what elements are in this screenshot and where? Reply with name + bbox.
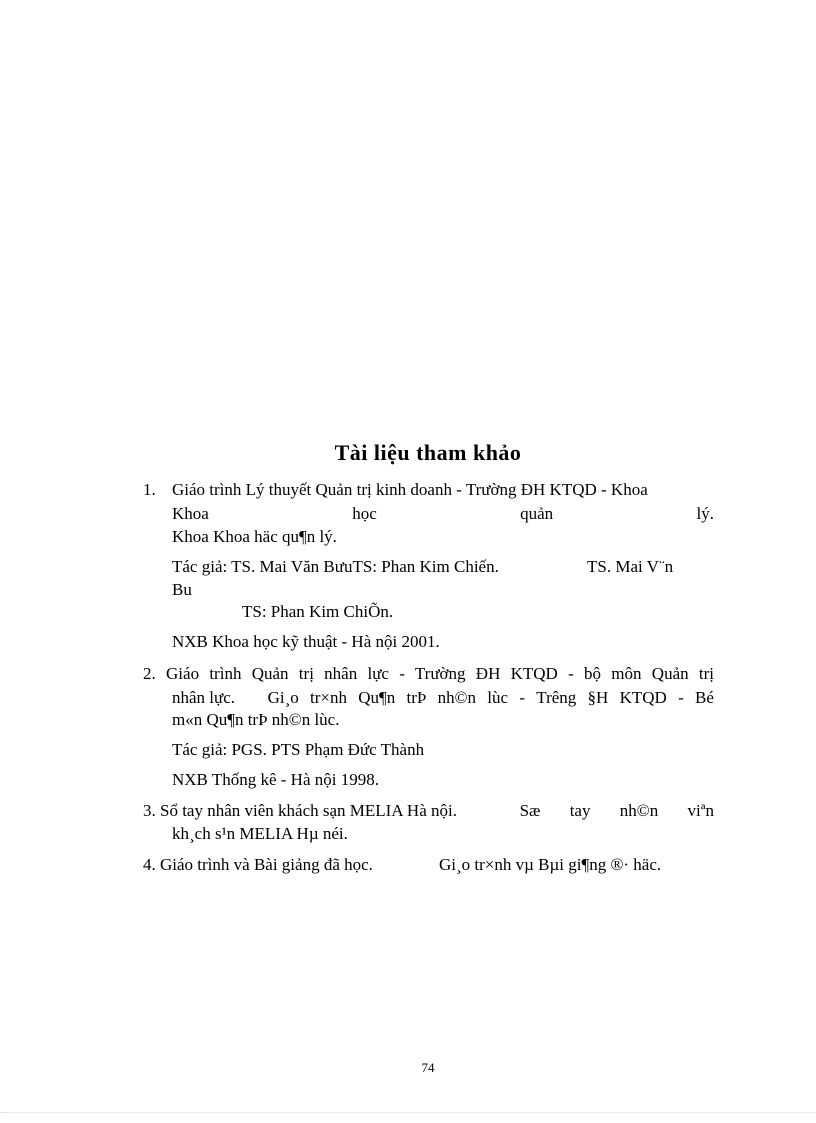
ref2-line3: m«n Qu¶n trÞ nh©n lùc. [172, 710, 340, 729]
ref3-line1-word: 3. Sổ tay nhân viên khách sạn MELIA Hà nội. [143, 801, 457, 820]
ref1-author-line2: Bu [172, 580, 192, 599]
ref2-line2-word: nh©n [437, 688, 477, 707]
ref2-line2-word: nhân lực. [172, 688, 236, 707]
ref1-author-line1: Tác giả: TS. Mai Văn BưuTS: Phan Kim Chiến. [172, 557, 499, 576]
page-number: 74 [421, 1060, 435, 1075]
ref2-line2-word: lùc [487, 688, 509, 707]
ref3-line1 [143, 799, 714, 823]
ref3-line1-word: viªn [687, 801, 714, 820]
ref3-line2: kh¸ch s¹n MELIA Hµ néi. [172, 824, 348, 843]
ref2-line2-word: trÞ [406, 688, 427, 707]
ref2-author: Tác giả: PGS. PTS Phạm Đức Thành [172, 740, 425, 759]
ref2-line2-word: §H [587, 688, 609, 707]
ref1-line2-word: quản [520, 504, 554, 523]
page-edge-divider [0, 1112, 816, 1113]
ref1-publisher: NXB Khoa học kỹ thuật - Hà nội 2001. [172, 632, 440, 651]
ref1-line2-word: Khoa [172, 504, 209, 523]
ref3-line1-word: tay [569, 801, 591, 820]
ref1-line3: Khoa Khoa häc qu¶n lý. [172, 527, 337, 546]
ref2-publisher: NXB Thống kê - Hà nội 1998. [172, 770, 379, 789]
page-title: Tài liệu tham khảo [334, 440, 522, 465]
ref2-line2-word: - [519, 688, 526, 707]
ref1-number: 1. [143, 480, 156, 499]
ref3-line1-word: nh©n [619, 801, 659, 820]
ref2-line2-word: Trêng [536, 688, 577, 707]
ref2-line2-word: Qu¶n [358, 688, 396, 707]
ref2-line2-word: KTQD [619, 688, 667, 707]
ref2-line2 [172, 686, 714, 710]
ref4-line1b: Gi¸o tr×nh vµ Bµi gi¶ng ®· häc. [439, 855, 662, 874]
ref2-line2-word: - [678, 688, 684, 707]
ref1-line2-word: lý. [696, 504, 714, 523]
ref4-line1: 4. Giáo trình và Bài giảng đã học. [143, 855, 373, 874]
ref2-line2-word: Gi¸o [267, 688, 299, 707]
ref2-line1: 2. Giáo trình Quản trị nhân lực - Trường ĐH KTQD - bộ môn Quản trị [143, 664, 714, 683]
ref1-line2 [172, 502, 714, 526]
ref2-line2-word: tr×nh [310, 688, 347, 707]
ref1-line2-word: học [352, 504, 377, 523]
ref3-line1-word: Sæ [519, 801, 541, 820]
ref1-line1: Giáo trình Lý thuyết Quản trị kinh doanh - Trường ĐH KTQD - Khoa [172, 480, 648, 499]
ref1-author-line1b: TS. Mai V¨n [587, 557, 674, 576]
ref1-author-line3: TS: Phan Kim ChiÕn. [242, 602, 394, 621]
ref2-line2-word: Bé [695, 688, 714, 707]
